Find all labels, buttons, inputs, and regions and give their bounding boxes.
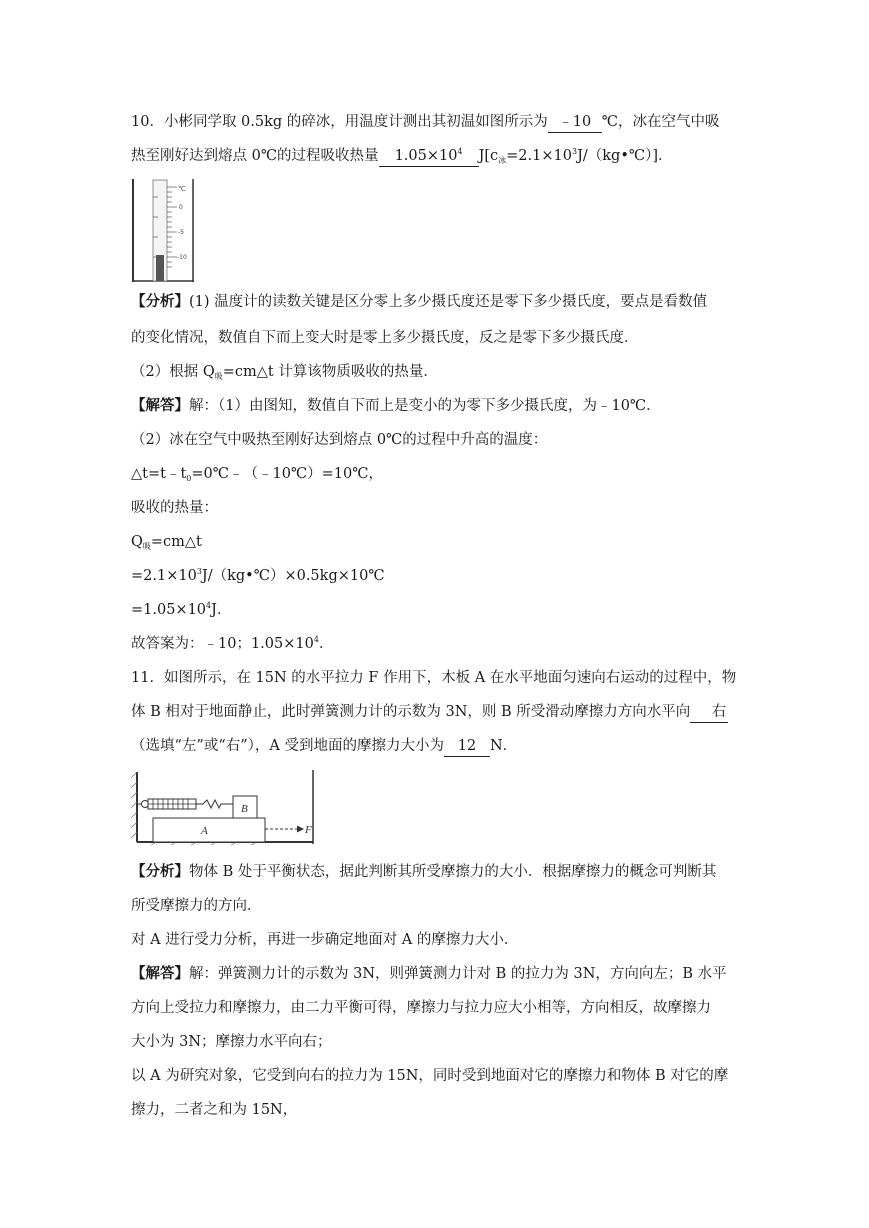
thermometer-unit-label: ℃ <box>178 185 186 193</box>
q11-line-1: 11．如图所示，在 15N 的水平拉力 F 作用下，木板 A 在水平地面匀速向右运动的过程中，物 <box>131 670 737 686</box>
q10-final-answer: 故答案为：﹣10；$1.05\times 10^4$． <box>131 635 334 652</box>
q11-solution-3: 大小为 3N；摩擦力水平向右； <box>131 1034 332 1050</box>
q10-solution-4: 吸收的热量： <box>131 500 218 516</box>
q10-solution-1: 【解答】解：（1）由图知，数值自下而上是变小的为零下多少摄氏度，为﹣10℃． <box>131 397 661 414</box>
q10-answer-2: $1.05\times 10^4$ <box>379 146 479 167</box>
q10-solution-3: $\triangle t=t﹣t_0=0℃﹣(﹣10℃)=10℃$， <box>131 466 383 483</box>
q11-answer-2: 12 <box>444 736 490 757</box>
q11-analysis-2: 所受摩擦力的方向． <box>131 898 262 914</box>
thermometer-label-0: 0 <box>179 204 183 211</box>
q11-solution-5: 擦力，二者之和为 15N， <box>131 1102 298 1118</box>
q10-line-1: 10．小彬同学取 0.5kg 的碎冰，用温度计测出其初温如图所示为 ﹣10 ℃，冰在空气中吸 <box>131 112 749 133</box>
q10-analysis-3: （2）根据 $Q_吸=cm\triangle t$ 计算该物质吸收的热量． <box>131 364 438 381</box>
spring-line <box>196 800 233 808</box>
hook-ring <box>142 801 149 808</box>
block-b-label: B <box>241 803 248 815</box>
q10-analysis-2: 的变化情况，数值自下而上变大时是零上多少摄氏度，反之是零下多少摄氏度． <box>131 330 639 346</box>
board-a <box>153 818 265 842</box>
force-arrow <box>297 826 304 833</box>
mercury-column <box>156 255 164 281</box>
thermometer-figure <box>131 177 195 283</box>
q10-solution-5: $Q_吸=cm\triangle t$ <box>131 534 202 551</box>
q10-solution-7: $=1.05\times 10^4J$． <box>131 601 232 618</box>
q11-solution-2: 方向上受拉力和摩擦力，由二力平衡可得，摩擦力与拉力应大小相等，方向相反，故摩擦力 <box>131 1000 711 1016</box>
q11-solution-4: 以 A 为研究对象，它受到向右的拉力为 15N，同时受到地面对它的摩擦力和物体 B 对它的摩 <box>131 1068 729 1084</box>
q10-analysis-1: 【分析】(1) 温度计的读数关键是区分零上多少摄氏度还是零下多少摄氏度，要点是看数值 <box>131 293 708 310</box>
q11-line-2: 体 B 相对于地面静止，此时弹簧测力计的示数为 3N，则 B 所受滑动摩擦力方向水平向 右 <box>131 702 749 723</box>
q11-analysis-1: 【分析】物体 B 处于平衡状态，据此判断其所受摩擦力的大小．根据摩擦力的概念可判断其 <box>131 863 717 880</box>
thermometer-label-minus10: -10 <box>177 254 187 261</box>
q11-solution-1: 【解答】解：弹簧测力计的示数为 3N，则弹簧测力计对 B 的拉力为 3N，方向向左；B 水平 <box>131 965 727 982</box>
board-a-label: A <box>201 825 208 837</box>
q11-line-3: （选填“左”或“右”），A 受到地面的摩擦力大小为 12 N． <box>131 736 749 757</box>
q10-solution-2: （2）冰在空气中吸热至刚好达到熔点 0℃的过程中升高的温度： <box>131 432 548 448</box>
q10-line-2: 热至刚好达到熔点 0℃的过程吸收热量 $1.05\times 10^4$ $J[c_冰=2.1\times 10^3J/(kg•℃)]$． <box>131 147 673 165</box>
q10-answer-1: ﹣10 <box>548 112 602 133</box>
spring-board-figure <box>131 768 315 845</box>
q11-analysis-3: 对 A 进行受力分析，再进一步确定地面对 A 的摩擦力大小． <box>131 932 519 948</box>
thermometer-label-minus5: -5 <box>178 229 184 236</box>
q11-answer-1: 右 <box>690 702 728 723</box>
force-f-label: F <box>305 824 312 836</box>
q10-solution-6: $=2.1\times 10^3J/(kg•℃)\times 0.5kg\times 10℃$ <box>131 567 385 584</box>
